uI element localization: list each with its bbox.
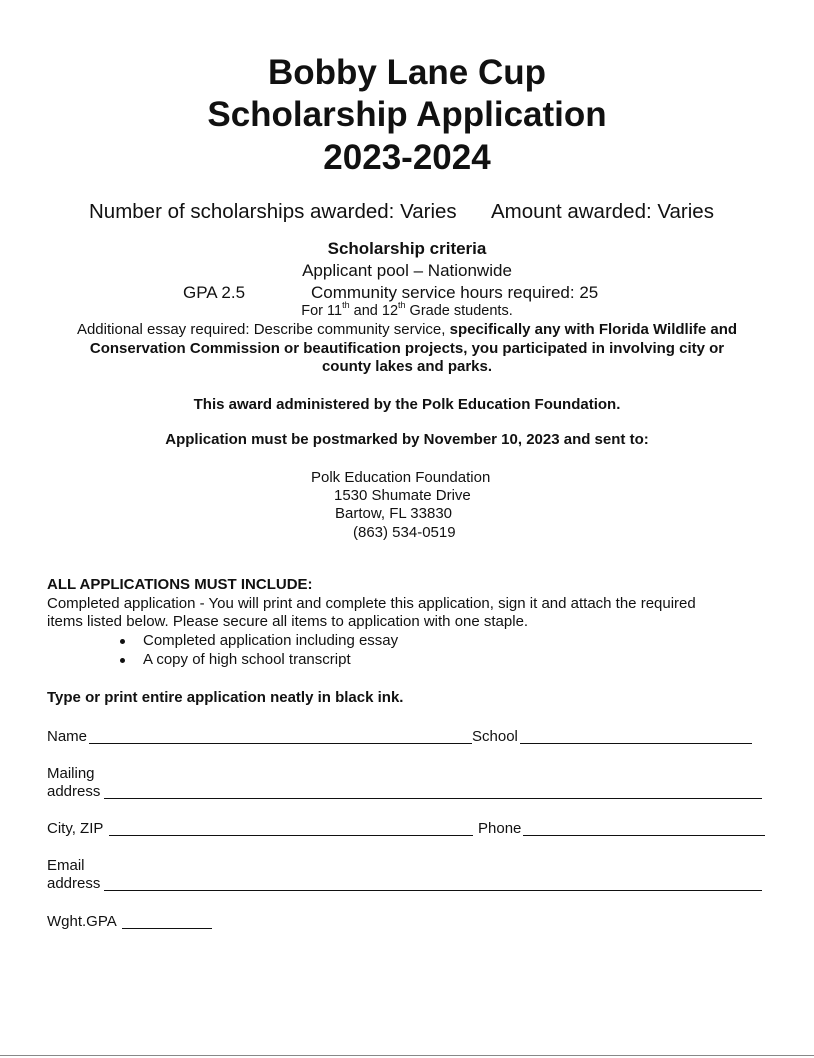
criteria-pool: Applicant pool – Nationwide xyxy=(302,261,512,280)
bullet-icon xyxy=(120,658,125,663)
phone-field[interactable] xyxy=(523,835,765,836)
essay-line-1-bold: specifically any with Florida Wildlife and xyxy=(449,321,738,338)
grades-prefix: For 11 xyxy=(301,303,343,319)
criteria-gpa: GPA 2.5 xyxy=(183,283,246,302)
essay-line-2: Conservation Commission or beautification projects, you participated in involving city or xyxy=(89,340,725,357)
address-street: 1530 Shumate Drive xyxy=(334,487,471,504)
email-label-1: Email xyxy=(47,857,85,874)
mailing-label-1: Mailing xyxy=(47,765,95,782)
mailing-address-field[interactable] xyxy=(104,798,762,799)
essay-line-3: county lakes and parks. xyxy=(321,358,493,375)
ink-note: Type or print entire application neatly in black ink. xyxy=(47,689,404,706)
awards-amount: Amount awarded: Varies xyxy=(491,200,714,223)
requirements-line-1: Completed application - You will print and complete this application, sign it and attach the required xyxy=(47,595,696,612)
requirements-line-2: items listed below. Please secure all items to application with one staple. xyxy=(47,613,529,630)
requirements-heading: ALL APPLICATIONS MUST INCLUDE: xyxy=(47,576,313,593)
title-line-3: 2023-2024 xyxy=(323,138,491,177)
gpa-label: Wght.GPA xyxy=(47,913,117,930)
address-city: Bartow, FL 33830 xyxy=(335,505,453,522)
title-line-2: Scholarship Application xyxy=(207,95,607,134)
requirement-item: Completed application including essay xyxy=(143,632,399,649)
phone-label: Phone xyxy=(478,820,522,837)
grades-suffix: Grade students. xyxy=(405,303,513,319)
criteria-heading: Scholarship criteria xyxy=(327,239,487,258)
criteria-service-hours: Community service hours required: 25 xyxy=(311,283,599,302)
criteria-grades xyxy=(0,300,814,319)
grades-sup-2: th xyxy=(398,300,406,311)
city-zip-label: City, ZIP xyxy=(47,820,104,837)
school-label: School xyxy=(472,728,518,745)
title-line-1: Bobby Lane Cup xyxy=(267,53,547,92)
city-zip-field[interactable] xyxy=(109,835,473,836)
essay-line-1 xyxy=(0,321,814,338)
address-phone: (863) 534-0519 xyxy=(353,524,456,541)
email-label-2: address xyxy=(47,875,101,892)
mailing-label-2: address xyxy=(47,783,101,800)
awards-number: Number of scholarships awarded: Varies xyxy=(89,200,457,223)
school-field[interactable] xyxy=(520,743,752,744)
requirement-item: A copy of high school transcript xyxy=(143,651,351,668)
administration-note: This award administered by the Polk Education Foundation. xyxy=(193,396,621,413)
deadline-note: Application must be postmarked by November 10, 2023 and sent to: xyxy=(165,431,649,448)
bullet-icon xyxy=(120,639,125,644)
grades-sup-1: th xyxy=(342,300,350,311)
email-address-field[interactable] xyxy=(104,890,762,891)
essay-line-1-normal: Additional essay required: Describe community service, xyxy=(76,321,450,338)
page-bottom-rule xyxy=(0,1055,814,1056)
address-org: Polk Education Foundation xyxy=(311,469,491,486)
name-label: Name xyxy=(47,728,88,745)
name-field[interactable] xyxy=(89,743,472,744)
grades-mid: and 12 xyxy=(349,303,399,319)
gpa-field[interactable] xyxy=(122,928,212,929)
